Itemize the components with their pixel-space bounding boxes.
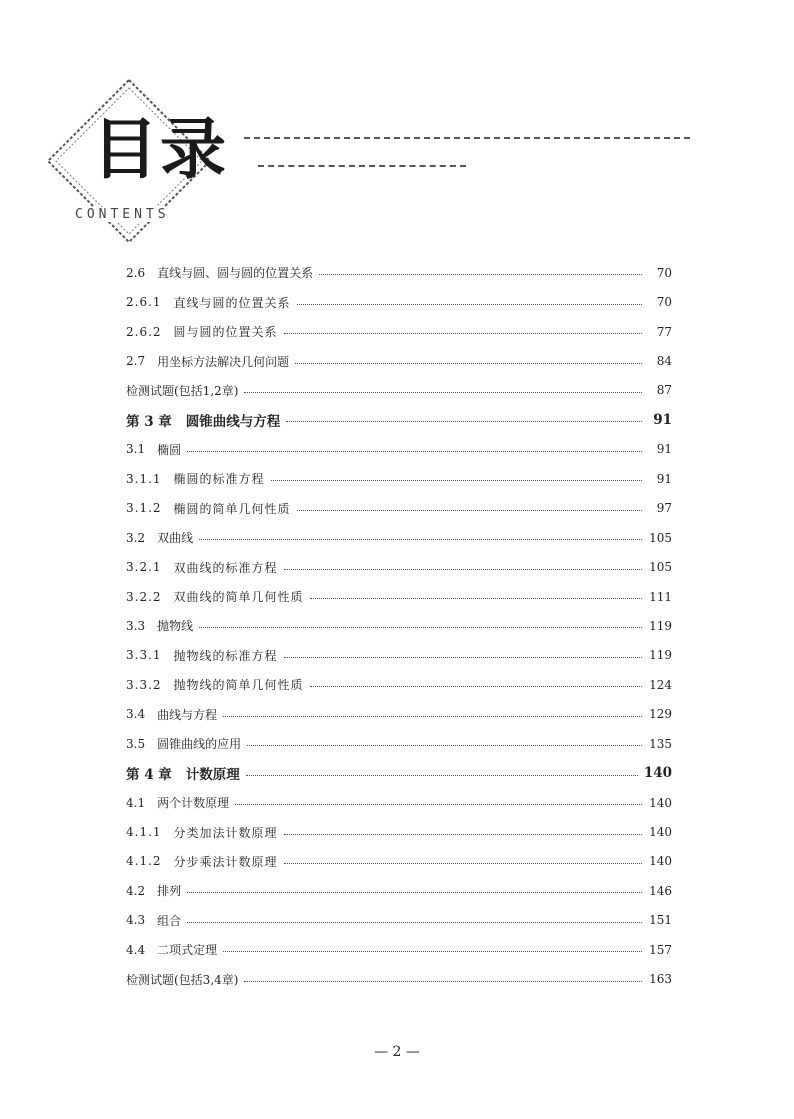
toc-entry-page: 119 [649,648,672,663]
dot-leader [271,480,642,481]
header-rule-long [244,137,690,139]
toc-entry-number: 3.1.2 [126,501,162,516]
dot-leader [199,627,642,628]
toc-entry-page: 135 [649,736,672,751]
dot-leader [244,392,642,393]
toc-entry-page: 124 [649,677,672,692]
toc-entry[interactable] [126,435,672,464]
toc-entry-number: 第 3 章 [126,413,172,430]
toc-entry-number: 3.5 [126,736,146,751]
toc-entry-number: 4.2 [126,883,146,898]
toc-entry[interactable] [126,611,672,640]
dot-leader [310,686,642,687]
toc-entry-number: 2.7 [126,354,146,369]
toc-entry-number: 4.1.2 [126,854,162,869]
toc-entry-title: 直线与圆的位置关系 [173,295,291,310]
toc-entry-title: 抛物线 [157,619,194,634]
toc-entry[interactable] [126,552,672,581]
toc-entry-page: 140 [649,825,672,840]
toc-entry-title: 抛物线的简单几何性质 [173,678,304,693]
toc-header [0,0,794,250]
toc-entry[interactable] [126,965,672,994]
toc-entry-number: 3.2.2 [126,589,162,604]
page-title: 目录 [92,111,228,188]
dot-leader [244,981,642,982]
toc-entry-page: 157 [649,942,672,957]
toc-entry-page: 140 [649,795,672,810]
dot-leader [284,569,642,570]
dot-leader [284,333,642,334]
toc-entry-title: 检测试题(包括3,4章) [126,972,239,987]
dot-leader [223,951,642,952]
toc-entry-page: 105 [649,560,672,575]
toc-entry-title: 用坐标方法解决几何问题 [157,354,290,369]
toc-entry[interactable] [126,700,672,729]
toc-entry[interactable] [126,376,672,405]
toc-entry-title: 计数原理 [185,767,240,784]
toc-entry-page: 87 [656,383,672,398]
toc-entry-title: 排列 [157,884,182,899]
toc-entry-title: 双曲线的标准方程 [173,560,278,575]
toc-entry-page: 70 [656,265,672,280]
dot-leader [187,922,642,923]
page-subtitle: CONTENTS [75,207,170,222]
toc-entry[interactable] [126,876,672,905]
toc-entry-number: 3.1.1 [126,471,162,486]
toc-entry-title: 椭圆的简单几何性质 [173,501,291,516]
toc-entry[interactable] [126,494,672,523]
dot-leader [246,775,638,776]
toc-entry[interactable] [126,906,672,935]
toc-entry-title: 圆锥曲线与方程 [185,413,281,430]
toc-entry-page: 105 [649,530,672,545]
toc-entry-title: 圆锥曲线的应用 [157,737,242,752]
toc-entry[interactable] [126,582,672,611]
toc-entry-title: 检测试题(包括1,2章) [126,383,239,398]
toc-entry-number: 4.4 [126,942,146,957]
dot-leader [286,421,642,422]
header-rule-short [258,165,466,167]
toc-entry-page: 70 [656,295,672,310]
dot-leader [297,304,642,305]
toc-entry[interactable] [126,317,672,346]
toc-entry[interactable] [126,847,672,876]
toc-entry-number: 2.6 [126,265,146,280]
toc-entry-page: 77 [656,324,672,339]
toc-entry-number: 4.3 [126,913,146,928]
toc-entry[interactable] [126,346,672,375]
toc-entry[interactable] [126,641,672,670]
dot-leader [284,657,642,658]
toc-entry-number: 3.3.1 [126,648,162,663]
toc-entry-page: 129 [649,707,672,722]
dot-leader [199,539,642,540]
toc-entry-page: 91 [656,471,672,486]
toc-entry-title: 直线与圆、圆与圆的位置关系 [157,266,314,281]
toc-entry-title: 抛物线的标准方程 [173,648,278,663]
toc-entry-page: 140 [649,854,672,869]
toc-entry-page: 91 [656,442,672,457]
toc-entry-number: 3.3.2 [126,677,162,692]
dot-leader [187,451,642,452]
dot-leader [187,892,642,893]
dot-leader [319,274,642,275]
toc-entry-number: 3.3 [126,618,146,633]
toc-entry-title: 二项式定理 [157,943,218,958]
toc-entry-title: 双曲线的简单几何性质 [173,590,304,605]
toc-entry-title: 分类加法计数原理 [173,825,278,840]
toc-entry-number: 2.6.2 [126,324,162,339]
dot-leader [295,363,642,364]
toc-entry[interactable] [126,523,672,552]
toc-entry-title: 组合 [157,913,182,928]
dot-leader [223,716,642,717]
toc-entry[interactable] [126,788,672,817]
toc-entry-number: 第 4 章 [126,767,172,784]
toc-entry-page: 163 [649,972,672,987]
toc-entry[interactable] [126,670,672,699]
toc-entry-page: 140 [643,765,672,782]
dot-leader [284,834,642,835]
toc-entry-title: 双曲线 [157,531,194,546]
toc-entry-number: 2.6.1 [126,295,162,310]
toc-entry-page: 91 [653,411,672,428]
toc-entry-page: 84 [656,354,672,369]
toc-entry-number: 3.2 [126,530,146,545]
toc-entry-title: 椭圆 [157,442,182,457]
toc-entry-title: 椭圆的标准方程 [173,472,265,487]
toc-entry-number: 3.4 [126,707,146,722]
toc-entry-number: 3.1 [126,442,146,457]
toc-entry-title: 两个计数原理 [157,796,230,811]
toc-entry-title: 分步乘法计数原理 [173,854,278,869]
toc-entry-page: 151 [649,913,672,928]
dot-leader [235,804,642,805]
toc-chapter-entry[interactable] [126,758,672,787]
toc-entry-title: 曲线与方程 [157,707,218,722]
toc-entry-page: 146 [649,883,672,898]
toc-entry-number: 4.1 [126,795,146,810]
toc-entry[interactable] [126,935,672,964]
toc-entry[interactable] [126,817,672,846]
toc-entry[interactable] [126,287,672,316]
toc-entry-page: 119 [649,618,672,633]
dot-leader [297,510,642,511]
dot-leader [284,863,642,864]
toc-entry-number: 3.2.1 [126,560,162,575]
toc-chapter-entry[interactable] [126,405,672,434]
toc-entry-page: 111 [649,589,672,604]
toc-entry[interactable] [126,729,672,758]
toc-entry-page: 97 [656,501,672,516]
toc-entry[interactable] [126,464,672,493]
table-of-contents [126,258,672,994]
toc-entry-title: 圆与圆的位置关系 [173,325,278,340]
dot-leader [310,598,642,599]
toc-entry-number: 4.1.1 [126,825,162,840]
page-number: — 2 — [374,1044,420,1060]
toc-entry[interactable] [126,258,672,287]
dot-leader [247,745,642,746]
